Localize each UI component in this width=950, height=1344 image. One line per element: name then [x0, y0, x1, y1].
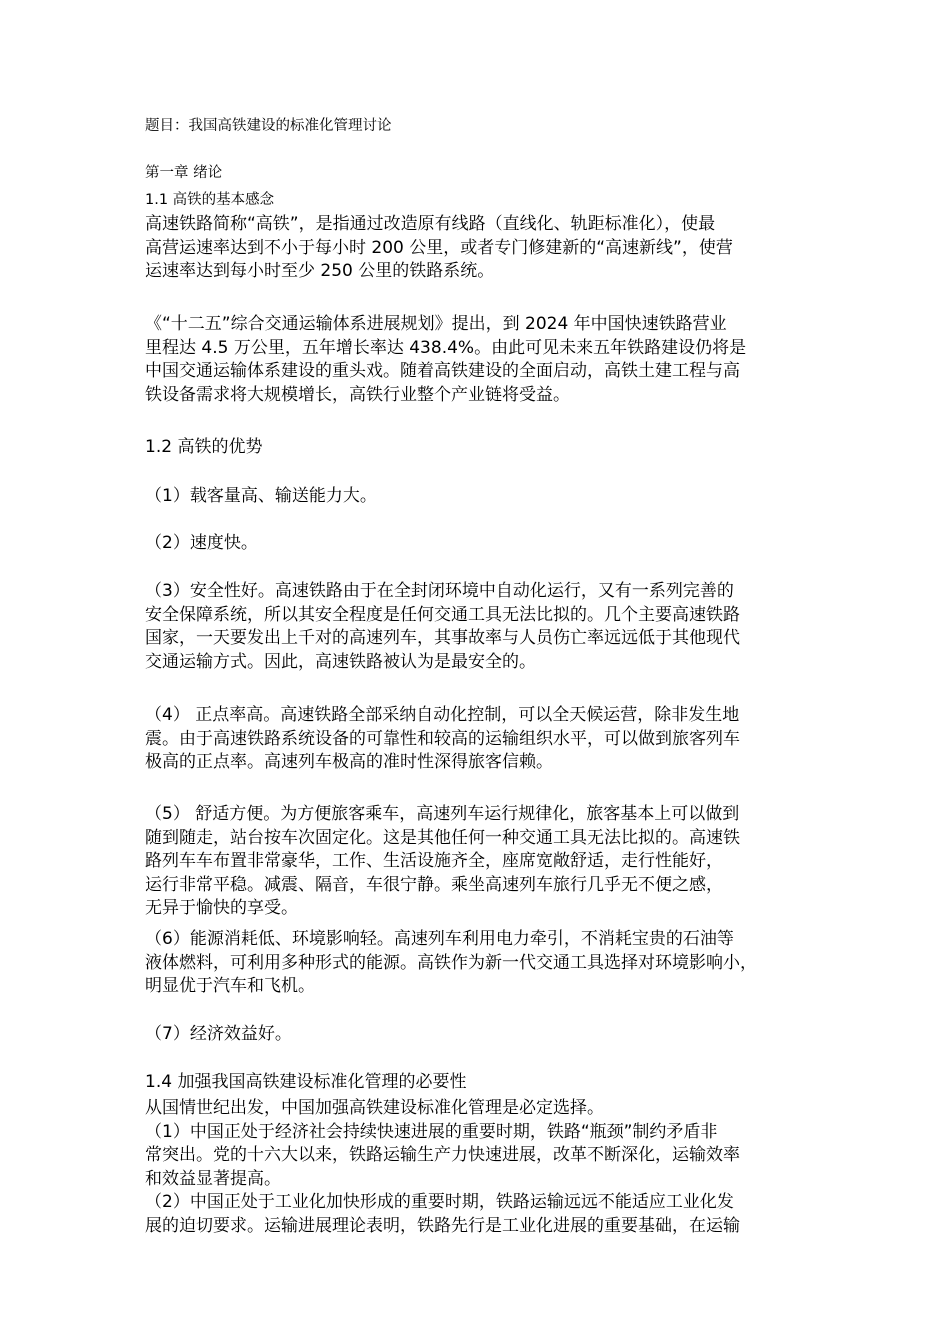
- text-line: 里程达 4.5 万公里，五年增长率达 438.4%。由此可见未来五年铁路建设仍将是: [145, 337, 747, 358]
- advantage-6: [145, 928, 757, 999]
- text-line: （6）能源消耗低、环境影响轻。高速列车利用电力牵引，不消耗宝贵的石油等: [145, 929, 734, 949]
- text-line: 无异于愉快的享受。: [145, 898, 298, 918]
- chapter-heading: 第一章 绪论: [145, 165, 223, 181]
- text-line: 中国交通运输体系建设的重头戏。随着高铁建设的全面启动，高铁土建工程与高: [145, 361, 740, 381]
- text-line: 明显优于汽车和飞机。: [145, 976, 315, 996]
- section-heading-1-2: 1.2 高铁的优势: [145, 437, 263, 457]
- advantage-1: （1）载客量高、输送能力大。: [145, 486, 377, 506]
- advantage-5: [145, 803, 740, 921]
- text-line: （3）安全性好。高速铁路由于在全封闭环境中自动化运行，又有一系列完善的: [145, 581, 734, 601]
- text-line: 安全保障系统，所以其安全程度是任何交通工具无法比拟的。几个主要高速铁路: [145, 604, 740, 625]
- text-line: 展的迫切要求。运输进展理论表明，铁路先行是工业化进展的重要基础，在运输: [145, 1215, 740, 1236]
- text-line: （5） 舒适方便。为方便旅客乘车，高速列车运行规律化，旅客基本上可以做到: [145, 804, 740, 824]
- paragraph-plan: [145, 313, 746, 407]
- text-line: 极高的正点率。高速列车极高的准时性深得旅客信赖。: [145, 752, 553, 772]
- text-line: 液体燃料，可利用多种形式的能源。高铁作为新一代交通工具选择对环境影响小，: [145, 952, 757, 973]
- text-line: 运速率达到每小时至少 250 公里的铁路系统。: [145, 261, 495, 281]
- text-line: （4） 正点率高。高速铁路全部采纳自动化控制，可以全天候运营，除非发生地: [145, 705, 740, 725]
- text-line: 铁设备需求将大规模增长，高铁行业整个产业链将受益。: [145, 384, 570, 405]
- paragraph-necessity: [145, 1097, 740, 1238]
- advantage-4: [145, 704, 740, 775]
- text-line: （2）中国正处于工业化加快形成的重要时期，铁路运输远远不能适应工业化发: [145, 1192, 734, 1212]
- section-heading-1-4: 1.4 加强我国高铁建设标准化管理的必要性: [145, 1072, 467, 1092]
- text-line: 和效益显著提高。: [145, 1168, 281, 1189]
- text-line: 路列车车布置非常豪华，工作、生活设施齐全，座席宽敞舒适，走行性能好，: [145, 851, 723, 871]
- advantage-7: （7）经济效益好。: [145, 1024, 292, 1044]
- text-line: 高速铁路简称“高铁”，是指通过改造原有线路（直线化、轨距标准化），使最: [145, 214, 716, 234]
- text-line: 常突出。党的十六大以来，铁路运输生产力快速进展，改革不断深化，运输效率: [145, 1145, 740, 1165]
- text-line: 震。由于高速铁路系统设备的可靠性和较高的运输组织水平，可以做到旅客列车: [145, 728, 740, 749]
- text-line: （1）中国正处于经济社会持续快速进展的重要时期，铁路“瓶颈”制约矛盾非: [145, 1121, 718, 1142]
- text-line: 高营运速率达到不小于每小时 200 公里，或者专门修建新的“高速新线”，使营: [145, 237, 733, 258]
- advantage-3: [145, 580, 740, 674]
- advantage-2: （2）速度快。: [145, 533, 258, 553]
- section-heading-1-1: 1.1 高铁的基本感念: [145, 192, 275, 208]
- text-line: 交通运输方式。因此，高速铁路被认为是最安全的。: [145, 651, 536, 672]
- document-title: 题目：我国高铁建设的标准化管理讨论: [145, 118, 392, 134]
- text-line: 运行非常平稳。减震、隔音，车很宁静。乘坐高速列车旅行几乎无不便之感，: [145, 874, 723, 895]
- text-line: 《“十二五”综合交通运输体系进展规划》提出，到 2024 年中国快速铁路营业: [145, 314, 727, 334]
- text-line: 随到随走，站台按车次固定化。这是其他任何一种交通工具无法比拟的。高速铁: [145, 827, 740, 848]
- paragraph-definition: [145, 213, 733, 284]
- text-line: 国家，一天要发出上千对的高速列车，其事故率与人员伤亡率远远低于其他现代: [145, 628, 740, 648]
- text-line: 从国情世纪出发，中国加强高铁建设标准化管理是必定选择。: [145, 1098, 604, 1118]
